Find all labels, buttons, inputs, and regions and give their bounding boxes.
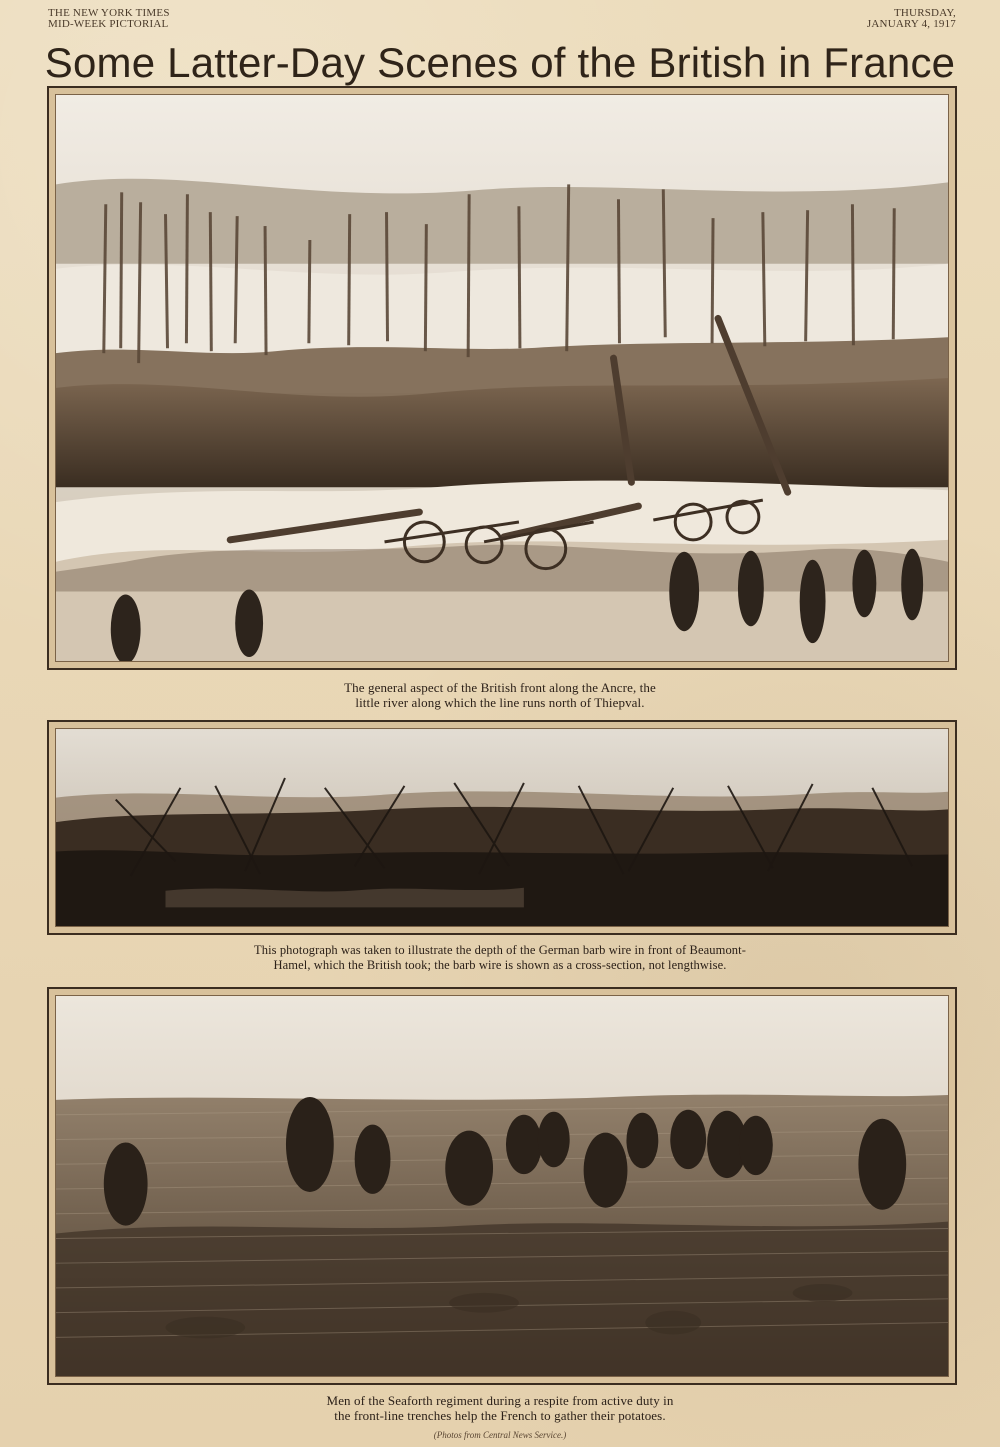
bottom-caption-line-2: the front-line trenches help the French to gather their potatoes. — [334, 1408, 666, 1423]
top-caption-line-2: little river along which the line runs north of Thiepval. — [355, 695, 645, 710]
masthead-left-line-2: MID-WEEK PICTORIAL — [48, 18, 169, 30]
masthead-left — [48, 8, 170, 30]
top-photo — [55, 94, 949, 662]
masthead-left-line-1: THE NEW YORK TIMES — [48, 7, 170, 19]
masthead-right — [867, 8, 956, 30]
bottom-photo — [55, 995, 949, 1377]
bottom-caption — [170, 1393, 830, 1423]
middle-photo-frame — [47, 720, 957, 935]
bottom-photo-frame — [47, 987, 957, 1385]
middle-caption-line-2: Hamel, which the British took; the barb wire is shown as a cross-section, not lengthwise. — [273, 958, 727, 972]
bottom-photo-art — [56, 996, 948, 1376]
photo-credit: (Photos from Central News Service.) — [433, 1430, 567, 1440]
bottom-caption-line-1: Men of the Seaforth regiment during a respite from active duty in — [326, 1393, 674, 1408]
masthead-right-line-2: JANUARY 4, 1917 — [866, 18, 956, 30]
page-title: Some Latter-Day Scenes of the British in France — [44, 39, 956, 86]
top-photo-art — [56, 95, 948, 661]
top-photo-frame — [47, 86, 957, 670]
middle-caption — [90, 943, 910, 973]
middle-caption-line-1: This photograph was taken to illustrate the depth of the German barb wire in front of Beaumont- — [253, 943, 746, 957]
masthead-right-line-1: THURSDAY, — [893, 7, 956, 19]
middle-photo — [55, 728, 949, 927]
top-caption — [170, 680, 830, 710]
middle-photo-art — [56, 729, 948, 926]
top-caption-line-1: The general aspect of the British front along the Ancre, the — [344, 680, 656, 695]
